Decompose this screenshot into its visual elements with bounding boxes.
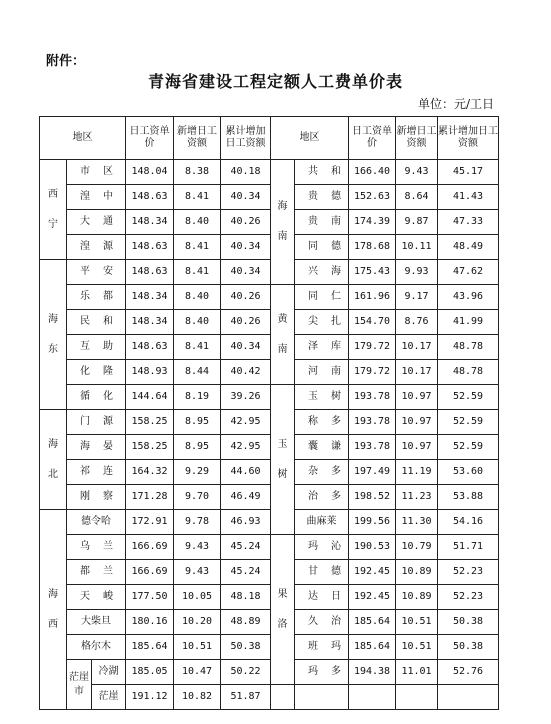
cum-daily-value: 39.26 (221, 385, 271, 410)
daily-wage-value: 158.25 (126, 435, 174, 460)
daily-wage-value: 172.91 (126, 510, 174, 535)
cum-daily-value: 50.38 (221, 635, 271, 660)
new-daily-value: 8.95 (174, 410, 221, 435)
county-name: 门源 (67, 410, 126, 435)
county-name: 同仁 (295, 285, 349, 310)
daily-wage-value: 197.49 (349, 460, 396, 485)
header-new-daily-left: 新增日工资额 (174, 117, 221, 160)
cum-daily-value: 53.60 (438, 460, 499, 485)
county-name: 治多 (295, 485, 349, 510)
daily-wage-value: 180.16 (126, 610, 174, 635)
county-name: 久治 (295, 610, 349, 635)
cum-daily-value: 41.43 (438, 185, 499, 210)
county-name: 尖扎 (295, 310, 349, 335)
cum-daily-value: 52.76 (438, 660, 499, 685)
new-daily-value: 9.70 (174, 485, 221, 510)
county-name: 河南 (295, 360, 349, 385)
table-row (40, 485, 499, 510)
daily-wage-value: 199.56 (349, 510, 396, 535)
new-daily-value: 8.40 (174, 310, 221, 335)
new-daily-value: 8.40 (174, 285, 221, 310)
cum-daily-value: 51.71 (438, 535, 499, 560)
table-row (40, 460, 499, 485)
cum-daily-value: 47.33 (438, 210, 499, 235)
daily-wage-value: 194.38 (349, 660, 396, 685)
region-group-cell (271, 385, 295, 535)
daily-wage-value: 179.72 (349, 335, 396, 360)
county-name: 乐都 (67, 285, 126, 310)
new-daily-value: 10.47 (174, 660, 221, 685)
county-name: 贵德 (295, 185, 349, 210)
new-daily-value: 10.89 (396, 585, 438, 610)
county-name: 曲麻莱 (295, 510, 349, 535)
cum-daily-value: 40.26 (221, 210, 271, 235)
daily-wage-value: 174.39 (349, 210, 396, 235)
new-daily-value: 9.87 (396, 210, 438, 235)
cum-daily-value: 42.95 (221, 410, 271, 435)
daily-wage-value: 185.05 (126, 660, 174, 685)
new-daily-value: 10.51 (396, 610, 438, 635)
region-group-cell (40, 510, 67, 710)
table-row (40, 435, 499, 460)
cum-daily-value: 52.59 (438, 410, 499, 435)
cum-daily-value: 47.62 (438, 260, 499, 285)
daily-wage-value: 148.63 (126, 335, 174, 360)
cum-daily-value: 45.17 (438, 160, 499, 185)
new-daily-value: 8.44 (174, 360, 221, 385)
cum-daily-value: 42.95 (221, 435, 271, 460)
county-name: 冷湖 (92, 660, 126, 685)
table-row (40, 360, 499, 385)
county-name: 同德 (295, 235, 349, 260)
county-name: 湟源 (67, 235, 126, 260)
county-name: 杂多 (295, 460, 349, 485)
table-row (40, 410, 499, 435)
region-group-name: 西宁 (48, 188, 58, 230)
county-name: 化隆 (67, 360, 126, 385)
new-daily-value: 9.43 (396, 160, 438, 185)
daily-wage-value: 185.64 (349, 635, 396, 660)
new-daily-value: 10.89 (396, 560, 438, 585)
new-daily-value: 9.29 (174, 460, 221, 485)
county-name: 玛多 (295, 660, 349, 685)
table-row (40, 685, 499, 710)
empty-cell (438, 685, 499, 710)
table-row (40, 210, 499, 235)
county-name: 称多 (295, 410, 349, 435)
county-name: 平安 (67, 260, 126, 285)
header-new-daily-right: 新增日工资额 (396, 117, 438, 160)
region-group-cell (271, 160, 295, 285)
daily-wage-value: 144.64 (126, 385, 174, 410)
daily-wage-value: 154.70 (349, 310, 396, 335)
county-name: 互助 (67, 335, 126, 360)
table-row (40, 560, 499, 585)
county-name: 乌兰 (67, 535, 126, 560)
cum-daily-value: 48.78 (438, 360, 499, 385)
daily-wage-value: 178.68 (349, 235, 396, 260)
table-row (40, 335, 499, 360)
cum-daily-value: 40.18 (221, 160, 271, 185)
cum-daily-value: 40.34 (221, 335, 271, 360)
table-row (40, 185, 499, 210)
cum-daily-value: 48.49 (438, 235, 499, 260)
new-daily-value: 10.05 (174, 585, 221, 610)
county-name: 囊谦 (295, 435, 349, 460)
header-cum-daily-left: 累计增加日工资额 (221, 117, 271, 160)
county-name: 民和 (67, 310, 126, 335)
region-group-cell (271, 535, 295, 685)
region-group-name: 海西 (48, 588, 58, 630)
table-row (40, 160, 499, 185)
cum-daily-value: 46.49 (221, 485, 271, 510)
daily-wage-value: 192.45 (349, 560, 396, 585)
cum-daily-value: 40.34 (221, 260, 271, 285)
cum-daily-value: 50.22 (221, 660, 271, 685)
new-daily-value: 8.19 (174, 385, 221, 410)
cum-daily-value: 48.89 (221, 610, 271, 635)
new-daily-value: 10.20 (174, 610, 221, 635)
daily-wage-value: 193.78 (349, 385, 396, 410)
region-group-cell (271, 285, 295, 385)
county-name: 刚察 (67, 485, 126, 510)
new-daily-value: 10.97 (396, 385, 438, 410)
daily-wage-value: 193.78 (349, 435, 396, 460)
region-group-cell (40, 410, 67, 510)
header-region-right: 地区 (271, 117, 349, 160)
county-name: 湟中 (67, 185, 126, 210)
new-daily-value: 8.95 (174, 435, 221, 460)
table-row (40, 635, 499, 660)
cum-daily-value: 48.78 (438, 335, 499, 360)
new-daily-value: 9.78 (174, 510, 221, 535)
county-name: 共和 (295, 160, 349, 185)
table-row (40, 285, 499, 310)
cum-daily-value: 40.34 (221, 185, 271, 210)
daily-wage-value: 179.72 (349, 360, 396, 385)
cum-daily-value: 52.59 (438, 385, 499, 410)
cum-daily-value: 40.34 (221, 235, 271, 260)
daily-wage-value: 177.50 (126, 585, 174, 610)
empty-cell (396, 685, 438, 710)
daily-wage-value: 148.04 (126, 160, 174, 185)
new-daily-value: 8.41 (174, 260, 221, 285)
daily-wage-value: 148.34 (126, 285, 174, 310)
region-group-cell (40, 160, 67, 260)
county-name: 玛沁 (295, 535, 349, 560)
table-row (40, 385, 499, 410)
region-group-name: 海南 (277, 201, 288, 242)
daily-wage-value: 192.45 (349, 585, 396, 610)
table-row (40, 235, 499, 260)
table-row (40, 610, 499, 635)
daily-wage-value: 191.12 (126, 685, 174, 710)
cum-daily-value: 50.38 (438, 635, 499, 660)
cum-daily-value: 40.26 (221, 285, 271, 310)
cum-daily-value: 46.93 (221, 510, 271, 535)
region-group-name: 海东 (48, 313, 58, 355)
header-region-left: 地区 (40, 117, 126, 160)
county-name: 德令哈 (67, 510, 126, 535)
cum-daily-value: 53.88 (438, 485, 499, 510)
county-name: 玉树 (295, 385, 349, 410)
region-group-name: 玉树 (277, 438, 288, 480)
cum-daily-value: 40.42 (221, 360, 271, 385)
county-name: 兴海 (295, 260, 349, 285)
header-row (40, 117, 499, 160)
new-daily-value: 8.76 (396, 310, 438, 335)
county-name: 循化 (67, 385, 126, 410)
new-daily-value: 8.41 (174, 235, 221, 260)
unit-label: 单位：元/工日 (417, 97, 494, 111)
new-daily-value: 8.41 (174, 185, 221, 210)
county-name: 茫崖 (92, 685, 126, 710)
county-name: 市区 (67, 160, 126, 185)
county-name: 格尔木 (67, 635, 126, 660)
county-name: 天峻 (67, 585, 126, 610)
new-daily-value: 10.97 (396, 410, 438, 435)
cum-daily-value: 41.99 (438, 310, 499, 335)
county-name: 泽库 (295, 335, 349, 360)
daily-wage-value: 164.32 (126, 460, 174, 485)
region-group-name: 海北 (48, 438, 58, 480)
cum-daily-value: 48.18 (221, 585, 271, 610)
wage-table (39, 116, 499, 710)
cum-daily-value: 52.23 (438, 560, 499, 585)
cum-daily-value: 51.87 (221, 685, 271, 710)
cum-daily-value: 44.60 (221, 460, 271, 485)
cum-daily-value: 52.23 (438, 585, 499, 610)
county-name: 贵南 (295, 210, 349, 235)
new-daily-value: 9.43 (174, 560, 221, 585)
new-daily-value: 8.41 (174, 335, 221, 360)
daily-wage-value: 166.40 (349, 160, 396, 185)
daily-wage-value: 190.53 (349, 535, 396, 560)
cum-daily-value: 45.24 (221, 535, 271, 560)
county-name: 海晏 (67, 435, 126, 460)
new-daily-value: 8.40 (174, 210, 221, 235)
daily-wage-value: 166.69 (126, 535, 174, 560)
new-daily-value: 11.19 (396, 460, 438, 485)
county-name: 大柴旦 (67, 610, 126, 635)
empty-cell (295, 685, 349, 710)
sub-city-name: 茫崖市 (67, 660, 92, 710)
table-row (40, 510, 499, 535)
daily-wage-value: 148.63 (126, 185, 174, 210)
empty-cell (349, 685, 396, 710)
cum-daily-value: 50.38 (438, 610, 499, 635)
cum-daily-value: 43.96 (438, 285, 499, 310)
daily-wage-value: 148.34 (126, 210, 174, 235)
new-daily-value: 9.43 (174, 535, 221, 560)
table-row (40, 310, 499, 335)
new-daily-value: 10.97 (396, 435, 438, 460)
county-name: 甘德 (295, 560, 349, 585)
header-daily-wage-right: 日工资单价 (349, 117, 396, 160)
cum-daily-value: 52.59 (438, 435, 499, 460)
empty-cell (271, 685, 295, 710)
daily-wage-value: 171.28 (126, 485, 174, 510)
region-group-name: 果洛 (277, 588, 288, 630)
new-daily-value: 10.82 (174, 685, 221, 710)
new-daily-value: 10.17 (396, 360, 438, 385)
county-name: 大通 (67, 210, 126, 235)
daily-wage-value: 148.63 (126, 260, 174, 285)
daily-wage-value: 198.52 (349, 485, 396, 510)
daily-wage-value: 152.63 (349, 185, 396, 210)
daily-wage-value: 148.34 (126, 310, 174, 335)
new-daily-value: 10.79 (396, 535, 438, 560)
new-daily-value: 8.64 (396, 185, 438, 210)
daily-wage-value: 185.64 (126, 635, 174, 660)
daily-wage-value: 185.64 (349, 610, 396, 635)
header-daily-wage-left: 日工资单价 (126, 117, 174, 160)
daily-wage-value: 148.63 (126, 235, 174, 260)
attachment-label: 附件： (46, 54, 86, 69)
new-daily-value: 9.17 (396, 285, 438, 310)
daily-wage-value: 175.43 (349, 260, 396, 285)
county-name: 祁连 (67, 460, 126, 485)
table-row (40, 585, 499, 610)
header-cum-daily-right: 累计增加日工资额 (438, 117, 499, 160)
region-group-name: 黄南 (277, 313, 288, 355)
cum-daily-value: 40.26 (221, 310, 271, 335)
daily-wage-value: 158.25 (126, 410, 174, 435)
new-daily-value: 10.11 (396, 235, 438, 260)
county-name: 都兰 (67, 560, 126, 585)
table-row (40, 260, 499, 285)
daily-wage-value: 166.69 (126, 560, 174, 585)
daily-wage-value: 161.96 (349, 285, 396, 310)
new-daily-value: 10.51 (174, 635, 221, 660)
county-name: 达日 (295, 585, 349, 610)
table-row (40, 535, 499, 560)
new-daily-value: 10.17 (396, 335, 438, 360)
new-daily-value: 11.01 (396, 660, 438, 685)
new-daily-value: 10.51 (396, 635, 438, 660)
new-daily-value: 8.38 (174, 160, 221, 185)
new-daily-value: 11.23 (396, 485, 438, 510)
cum-daily-value: 54.16 (438, 510, 499, 535)
table-row (40, 660, 499, 685)
new-daily-value: 11.30 (396, 510, 438, 535)
new-daily-value: 9.93 (396, 260, 438, 285)
cum-daily-value: 45.24 (221, 560, 271, 585)
daily-wage-value: 193.78 (349, 410, 396, 435)
page-title: 青海省建设工程定额人工费单价表 (147, 72, 403, 91)
daily-wage-value: 148.93 (126, 360, 174, 385)
region-group-cell (40, 260, 67, 410)
county-name: 班玛 (295, 635, 349, 660)
